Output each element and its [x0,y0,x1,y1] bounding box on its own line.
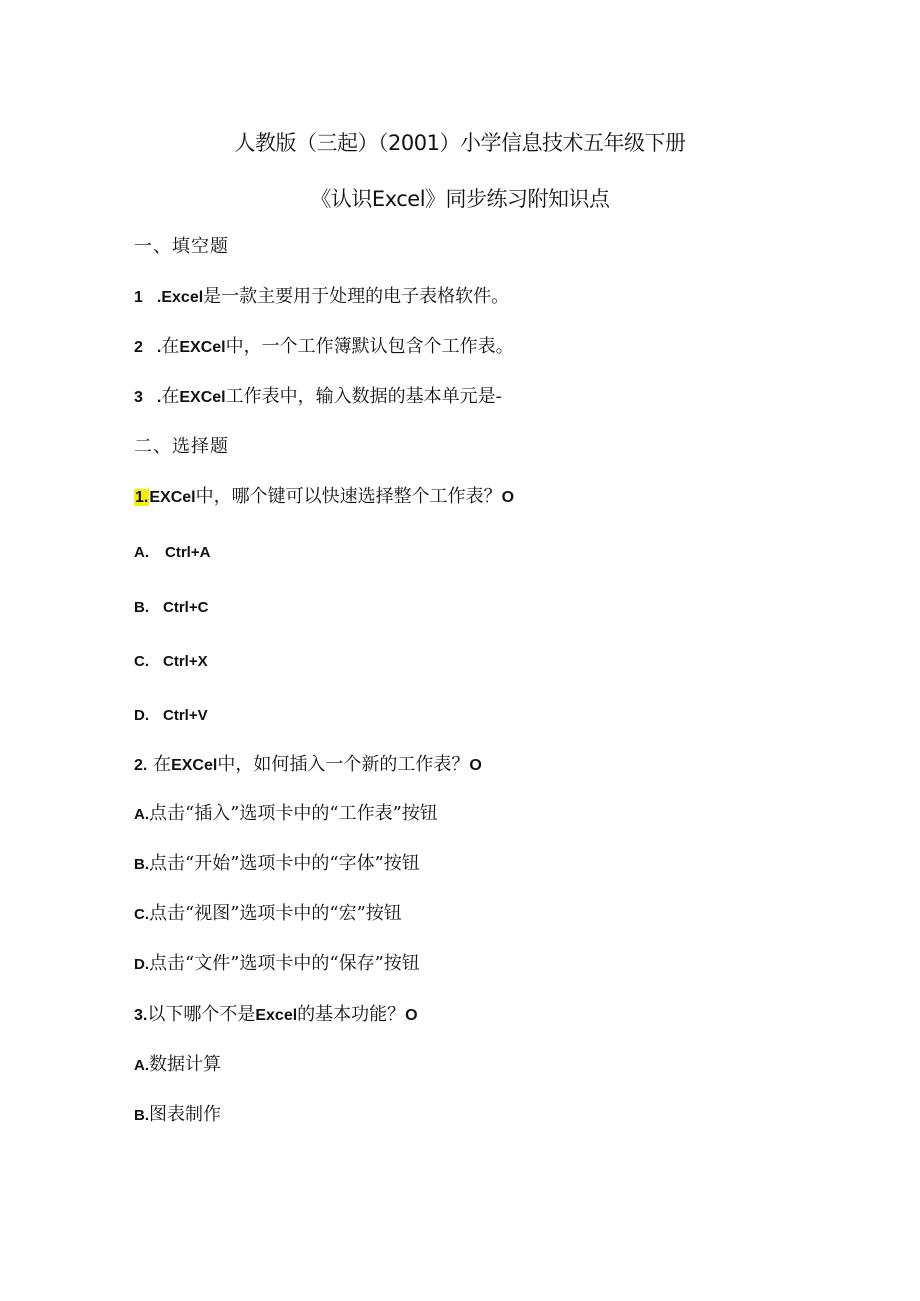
question-3 [134,1003,418,1028]
question-prefix: 在 [147,754,172,775]
document-title-line1: 人教版（三起）（2001）小学信息技术五年级下册 [234,131,686,155]
option-text: 数据计算 [149,1054,221,1075]
option-text: Ctrl+C [163,599,209,616]
option-label: A. [134,544,149,561]
item-prefix: 在 [161,386,180,407]
question-tail: O [501,489,515,506]
question-1-option-b [134,595,208,620]
item-number: 1 [134,289,143,306]
option-label: C. [134,906,149,923]
question-text: 中，如何插入一个新的工作表？ [217,754,470,775]
item-text: 工作表中，输入数据的基本单元是- [225,386,502,407]
question-tail: O [405,1007,418,1024]
option-label: D. [134,956,149,973]
item-text: 中，一个工作簿默认包含个工作表。 [225,336,514,357]
item-prefix: 在 [161,336,180,357]
question-2 [134,753,482,778]
item-number: 3 [134,389,143,406]
option-label: B. [134,599,149,616]
question-1-option-a [134,540,210,565]
question-lead: EXCel [171,757,218,774]
question-2-option-c [134,902,402,927]
question-2-option-a [134,802,438,827]
section-heading-multiple-choice: 二、选择题 [134,436,229,457]
item-lead: EXCel [179,339,226,356]
fill-blank-item-2 [134,335,514,360]
question-3-option-b [134,1103,221,1128]
question-lead: EXCel [149,489,196,506]
question-3-option-a [134,1053,221,1078]
fill-blank-item-3 [134,385,502,410]
item-separator: . [156,339,162,356]
option-text: 点击“开始”选项卡中的“字体”按钮 [149,853,420,874]
option-text: Ctrl+V [163,707,208,724]
document-title-line2: 《认识Excel》同步练习附知识点 [310,187,610,211]
item-number: 2 [134,339,143,356]
option-label: B. [134,856,149,873]
option-text: Ctrl+A [165,544,211,561]
option-label: B. [134,1107,149,1124]
section-heading-fill-blank: 一、填空题 [134,236,229,257]
item-text: 是一款主要用于处理的电子表格软件。 [203,286,510,307]
option-text: Ctrl+X [163,653,208,670]
item-lead: Excel [161,289,204,306]
option-label: C. [134,653,149,670]
fill-blank-item-1 [134,285,509,310]
item-lead: EXCel [179,389,226,406]
question-1 [134,485,514,510]
question-text: 的基本功能？ [297,1004,406,1025]
option-text: 点击“文件”选项卡中的“保存”按钮 [149,953,420,974]
question-prefix: 以下哪个不是 [147,1004,256,1025]
question-1-option-c [134,649,208,674]
item-separator: . [156,389,162,406]
option-label: A. [134,1057,149,1074]
option-label: A. [134,806,149,823]
question-lead: Excel [255,1007,298,1024]
question-1-option-d [134,703,208,728]
question-number-highlighted: 1. [135,489,149,506]
option-text: 点击“视图”选项卡中的“宏”按钮 [149,903,402,924]
option-text: 点击“插入”选项卡中的“工作表”按钮 [149,803,438,824]
question-tail: O [469,757,482,774]
option-label: D. [134,707,149,724]
item-separator: . [156,289,162,306]
question-2-option-d [134,952,420,977]
question-text: 中，哪个键可以快速选择整个工作表？ [195,486,502,507]
option-text: 图表制作 [149,1104,221,1125]
question-number: 3. [134,1007,148,1024]
question-number: 2. [134,757,148,774]
question-2-option-b [134,852,420,877]
